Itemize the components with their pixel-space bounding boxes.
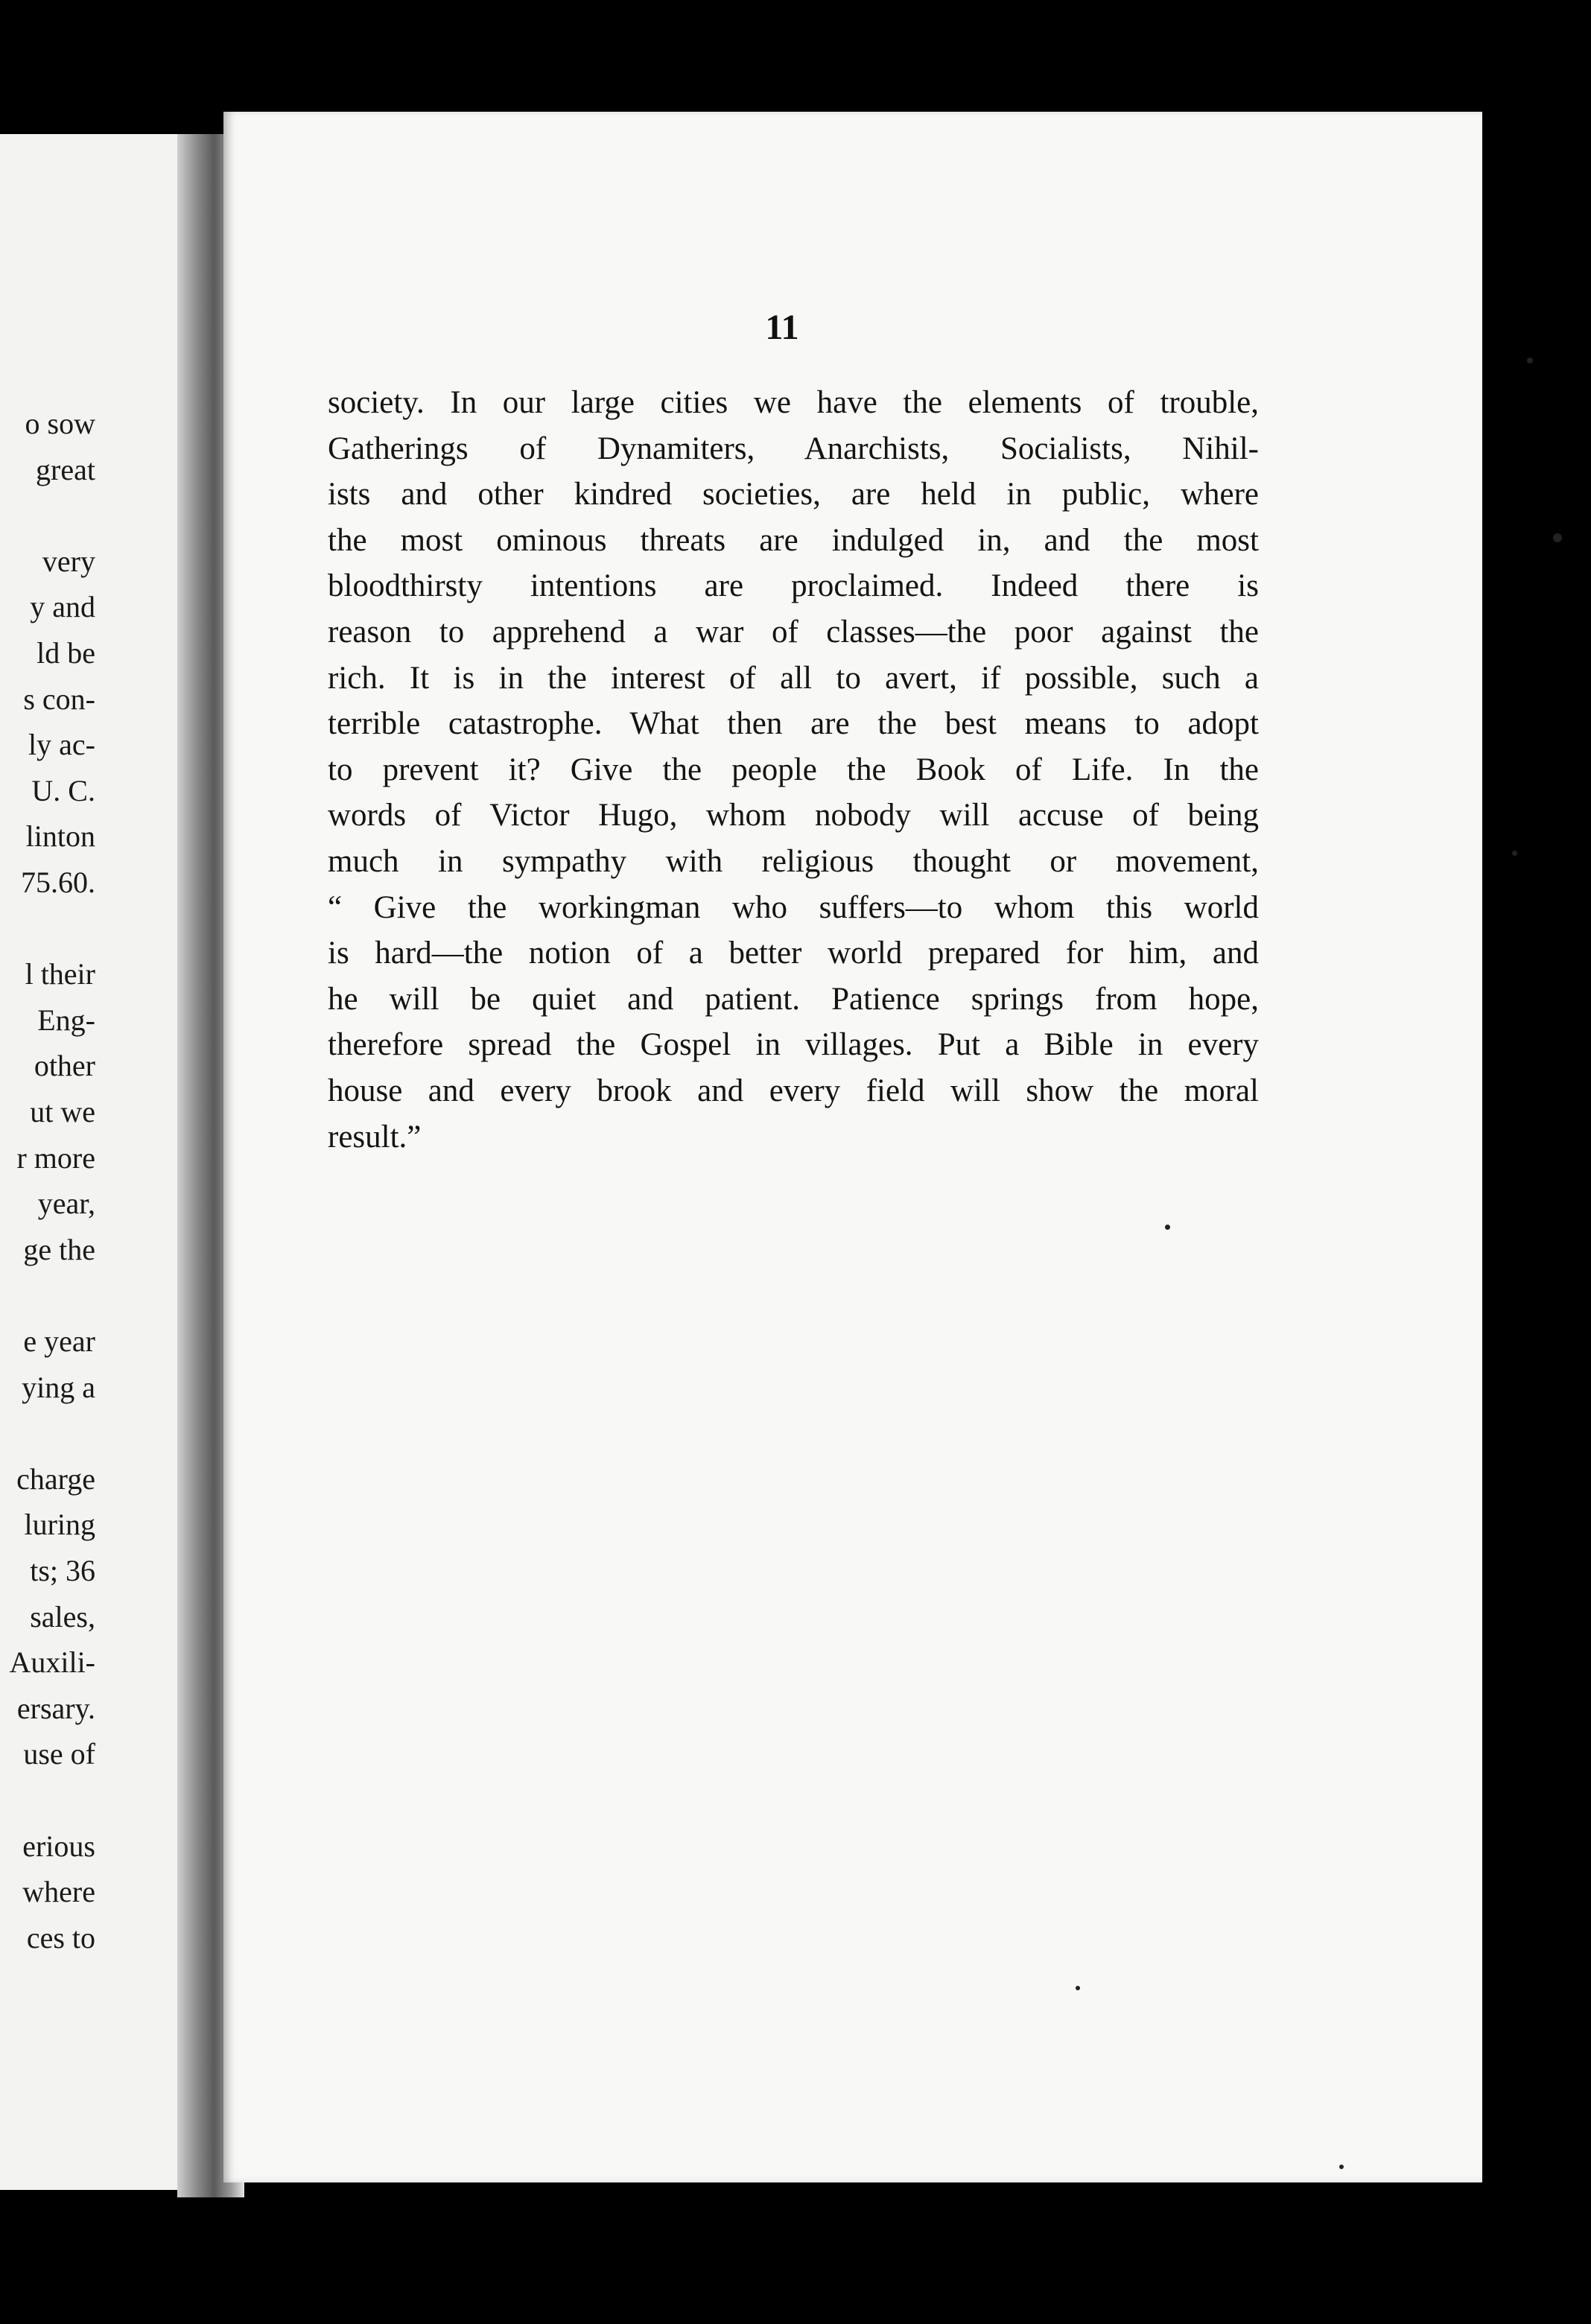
text-line: therefore spread the Gospel in villages. Put a Bible in every (328, 1027, 1259, 1063)
text-line: rich. It is in the interest of all to avert, if possible, such a (328, 660, 1259, 696)
left-text-line: other (34, 1049, 95, 1083)
left-text-line: luring (24, 1508, 95, 1542)
text-line: result.” (328, 1119, 422, 1155)
left-text-line: ersary. (16, 1691, 95, 1725)
speck (1165, 1225, 1170, 1230)
text-line: society. In our large cities we have the elements of trouble, (328, 385, 1259, 420)
left-text-line: e year (23, 1324, 95, 1358)
text-line: house and every brook and every field will show the moral (328, 1073, 1259, 1108)
text-line: ists and other kindred societies, are held in public, where (328, 477, 1259, 512)
left-text-line: year, (37, 1187, 95, 1221)
left-text-line: ut we (30, 1095, 95, 1128)
left-text-line: sales, (30, 1599, 95, 1634)
left-text-line: erious (22, 1829, 95, 1863)
body-text (328, 380, 1259, 1160)
text-line: much in sympathy with religious thought or movement, (328, 843, 1259, 879)
left-text-line: o sow (25, 407, 95, 440)
left-text-line: Eng- (37, 1003, 95, 1037)
text-line: is hard—the notion of a better world prepared for him, and (328, 936, 1259, 971)
left-text-line: very (42, 544, 95, 578)
page-number: 11 (765, 308, 799, 347)
left-text-line: linton (25, 819, 95, 854)
left-text-line: ces to (26, 1920, 95, 1955)
left-text-line: Auxili- (9, 1645, 95, 1680)
text-line: “ Give the workingman who suffers—to whom this world (328, 889, 1259, 925)
left-text-line: l their (25, 957, 95, 991)
text-line: Gatherings of Dynamiters, Anarchists, Socialists, Nihil- (328, 431, 1259, 466)
text-line: words of Victor Hugo, whom nobody will accuse of being (328, 798, 1259, 834)
text-line: he will be quiet and patient. Patience springs from hope, (328, 981, 1259, 1017)
speck (1512, 851, 1517, 856)
text-line: terrible catastrophe. What then are the best means to adopt (328, 706, 1259, 742)
left-text-line: U. C. (31, 773, 95, 807)
text-line: the most ominous threats are indulged in, and the most (328, 522, 1259, 558)
speck (1339, 2165, 1344, 2169)
left-text-line: r more (16, 1140, 95, 1175)
left-text-line: ying a (22, 1370, 95, 1404)
text-line: reason to apprehend a war of classes—the poor against the (328, 614, 1259, 650)
left-text-line: ge the (23, 1232, 95, 1266)
left-text-line: charge (16, 1461, 95, 1496)
left-text-line: 75.60. (21, 866, 95, 899)
left-text-line: where (22, 1875, 95, 1909)
left-text-line: ly ac- (28, 728, 95, 762)
left-text-line: ts; 36 (30, 1554, 95, 1587)
left-text-line: s con- (23, 682, 95, 716)
left-text-line: y and (30, 590, 95, 624)
text-line: to prevent it? Give the people the Book of Life. In the (328, 752, 1259, 787)
speck (1076, 1986, 1080, 1990)
speck (1553, 533, 1562, 542)
left-text-line: great (36, 452, 95, 486)
text-line: bloodthirsty intentions are proclaimed. Indeed there is (328, 568, 1259, 604)
left-text-line: use of (23, 1737, 95, 1771)
speck (1527, 358, 1533, 363)
left-text-line: ld be (36, 636, 95, 670)
